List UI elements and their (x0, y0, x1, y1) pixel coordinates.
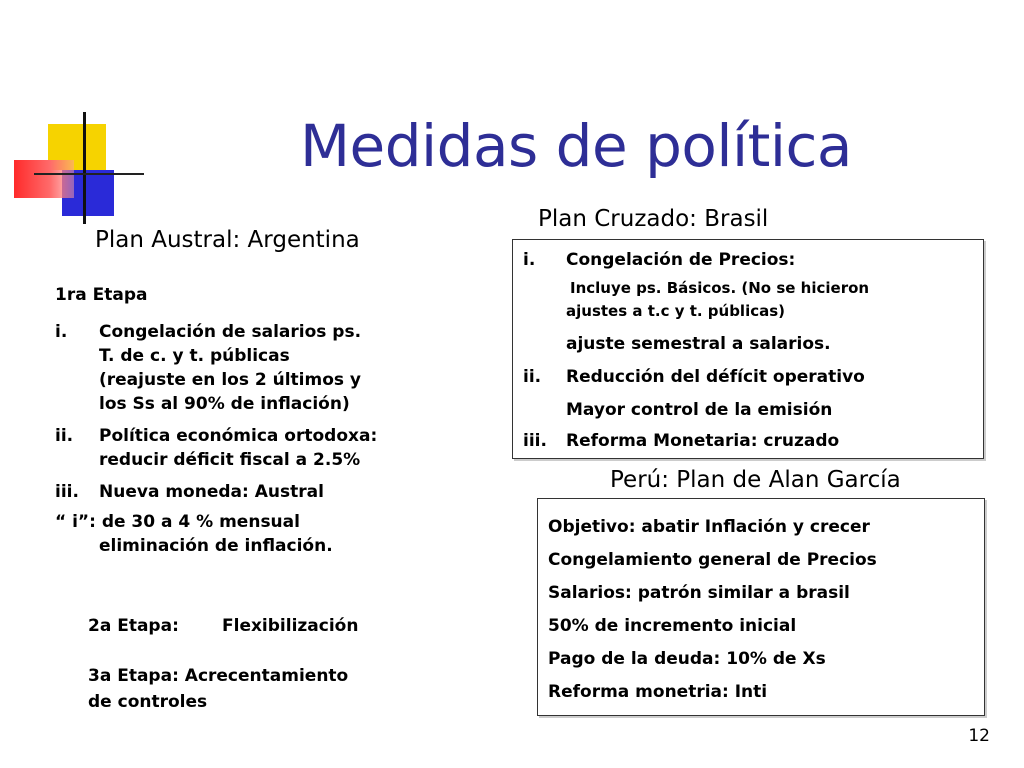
list-number: iii. (55, 482, 79, 502)
plan-cruzado-heading: Plan Cruzado: Brasil (538, 206, 769, 232)
cruzado-box (512, 239, 984, 459)
austral-list (55, 320, 445, 558)
list-item (55, 424, 445, 472)
stage2-value: Flexibilización (222, 616, 359, 636)
list-text: ajuste semestral a salarios. (566, 334, 831, 354)
list-number: ii. (523, 367, 542, 387)
list-number: iii. (523, 431, 547, 451)
peru-box (537, 498, 985, 716)
list-text: Reducción del défícit operativo (566, 367, 865, 387)
list-text: 50% de incremento inicial (548, 616, 797, 636)
list-number: “ i”: (55, 512, 96, 532)
list-text: Mayor control de la emisión (566, 400, 833, 420)
list-text: “ i”: de 30 a 4 % mensual (55, 512, 300, 532)
list-number: i. (55, 322, 68, 342)
list-number: i. (523, 250, 536, 270)
list-text: Congelación de salarios ps. (99, 322, 362, 342)
logo-red-square (14, 160, 74, 198)
list-item (55, 480, 445, 504)
list-subtext: Incluye ps. Básicos. (No se hicieron (570, 279, 870, 297)
list-text: eliminación de inflación. (99, 536, 333, 556)
stage1-label: 1ra Etapa (55, 285, 148, 305)
peru-heading: Perú: Plan de Alan García (610, 467, 901, 493)
list-text: Reforma monetria: Inti (548, 682, 768, 702)
list-text: Nueva moneda: Austral (99, 482, 324, 502)
list-subtext: ajustes a t.c y t. públicas) (566, 302, 786, 320)
list-text: (reajuste en los 2 últimos y (99, 370, 362, 390)
list-text: Salarios: patrón similar a brasil (548, 583, 850, 603)
plan-austral-heading: Plan Austral: Argentina (95, 227, 360, 253)
stage2-label: 2a Etapa: (88, 616, 179, 636)
list-text: Congelamiento general de Precios (548, 550, 877, 570)
list-number: ii. (55, 426, 74, 446)
list-text: Objetivo: abatir Inflación y crecer (548, 517, 870, 537)
slide-title: Medidas de política (300, 112, 852, 180)
list-text: Congelación de Precios: (566, 250, 796, 270)
list-text: reducir déficit fiscal a 2.5% (99, 450, 361, 470)
stage3-line1: 3a Etapa: Acrecentamiento (88, 666, 349, 686)
page-number: 12 (968, 726, 990, 746)
list-item (55, 320, 445, 416)
list-item (55, 510, 445, 558)
logo-vertical-line (83, 112, 86, 224)
logo-horizontal-line (34, 173, 144, 175)
list-text: Pago de la deuda: 10% de Xs (548, 649, 826, 669)
stage3-line2: de controles (88, 692, 208, 712)
list-text: Política económica ortodoxa: (99, 426, 378, 446)
list-text: Reforma Monetaria: cruzado (566, 431, 840, 451)
list-text: T. de c. y t. públicas (99, 346, 290, 366)
list-text: los Ss al 90% de inflación) (99, 394, 350, 414)
